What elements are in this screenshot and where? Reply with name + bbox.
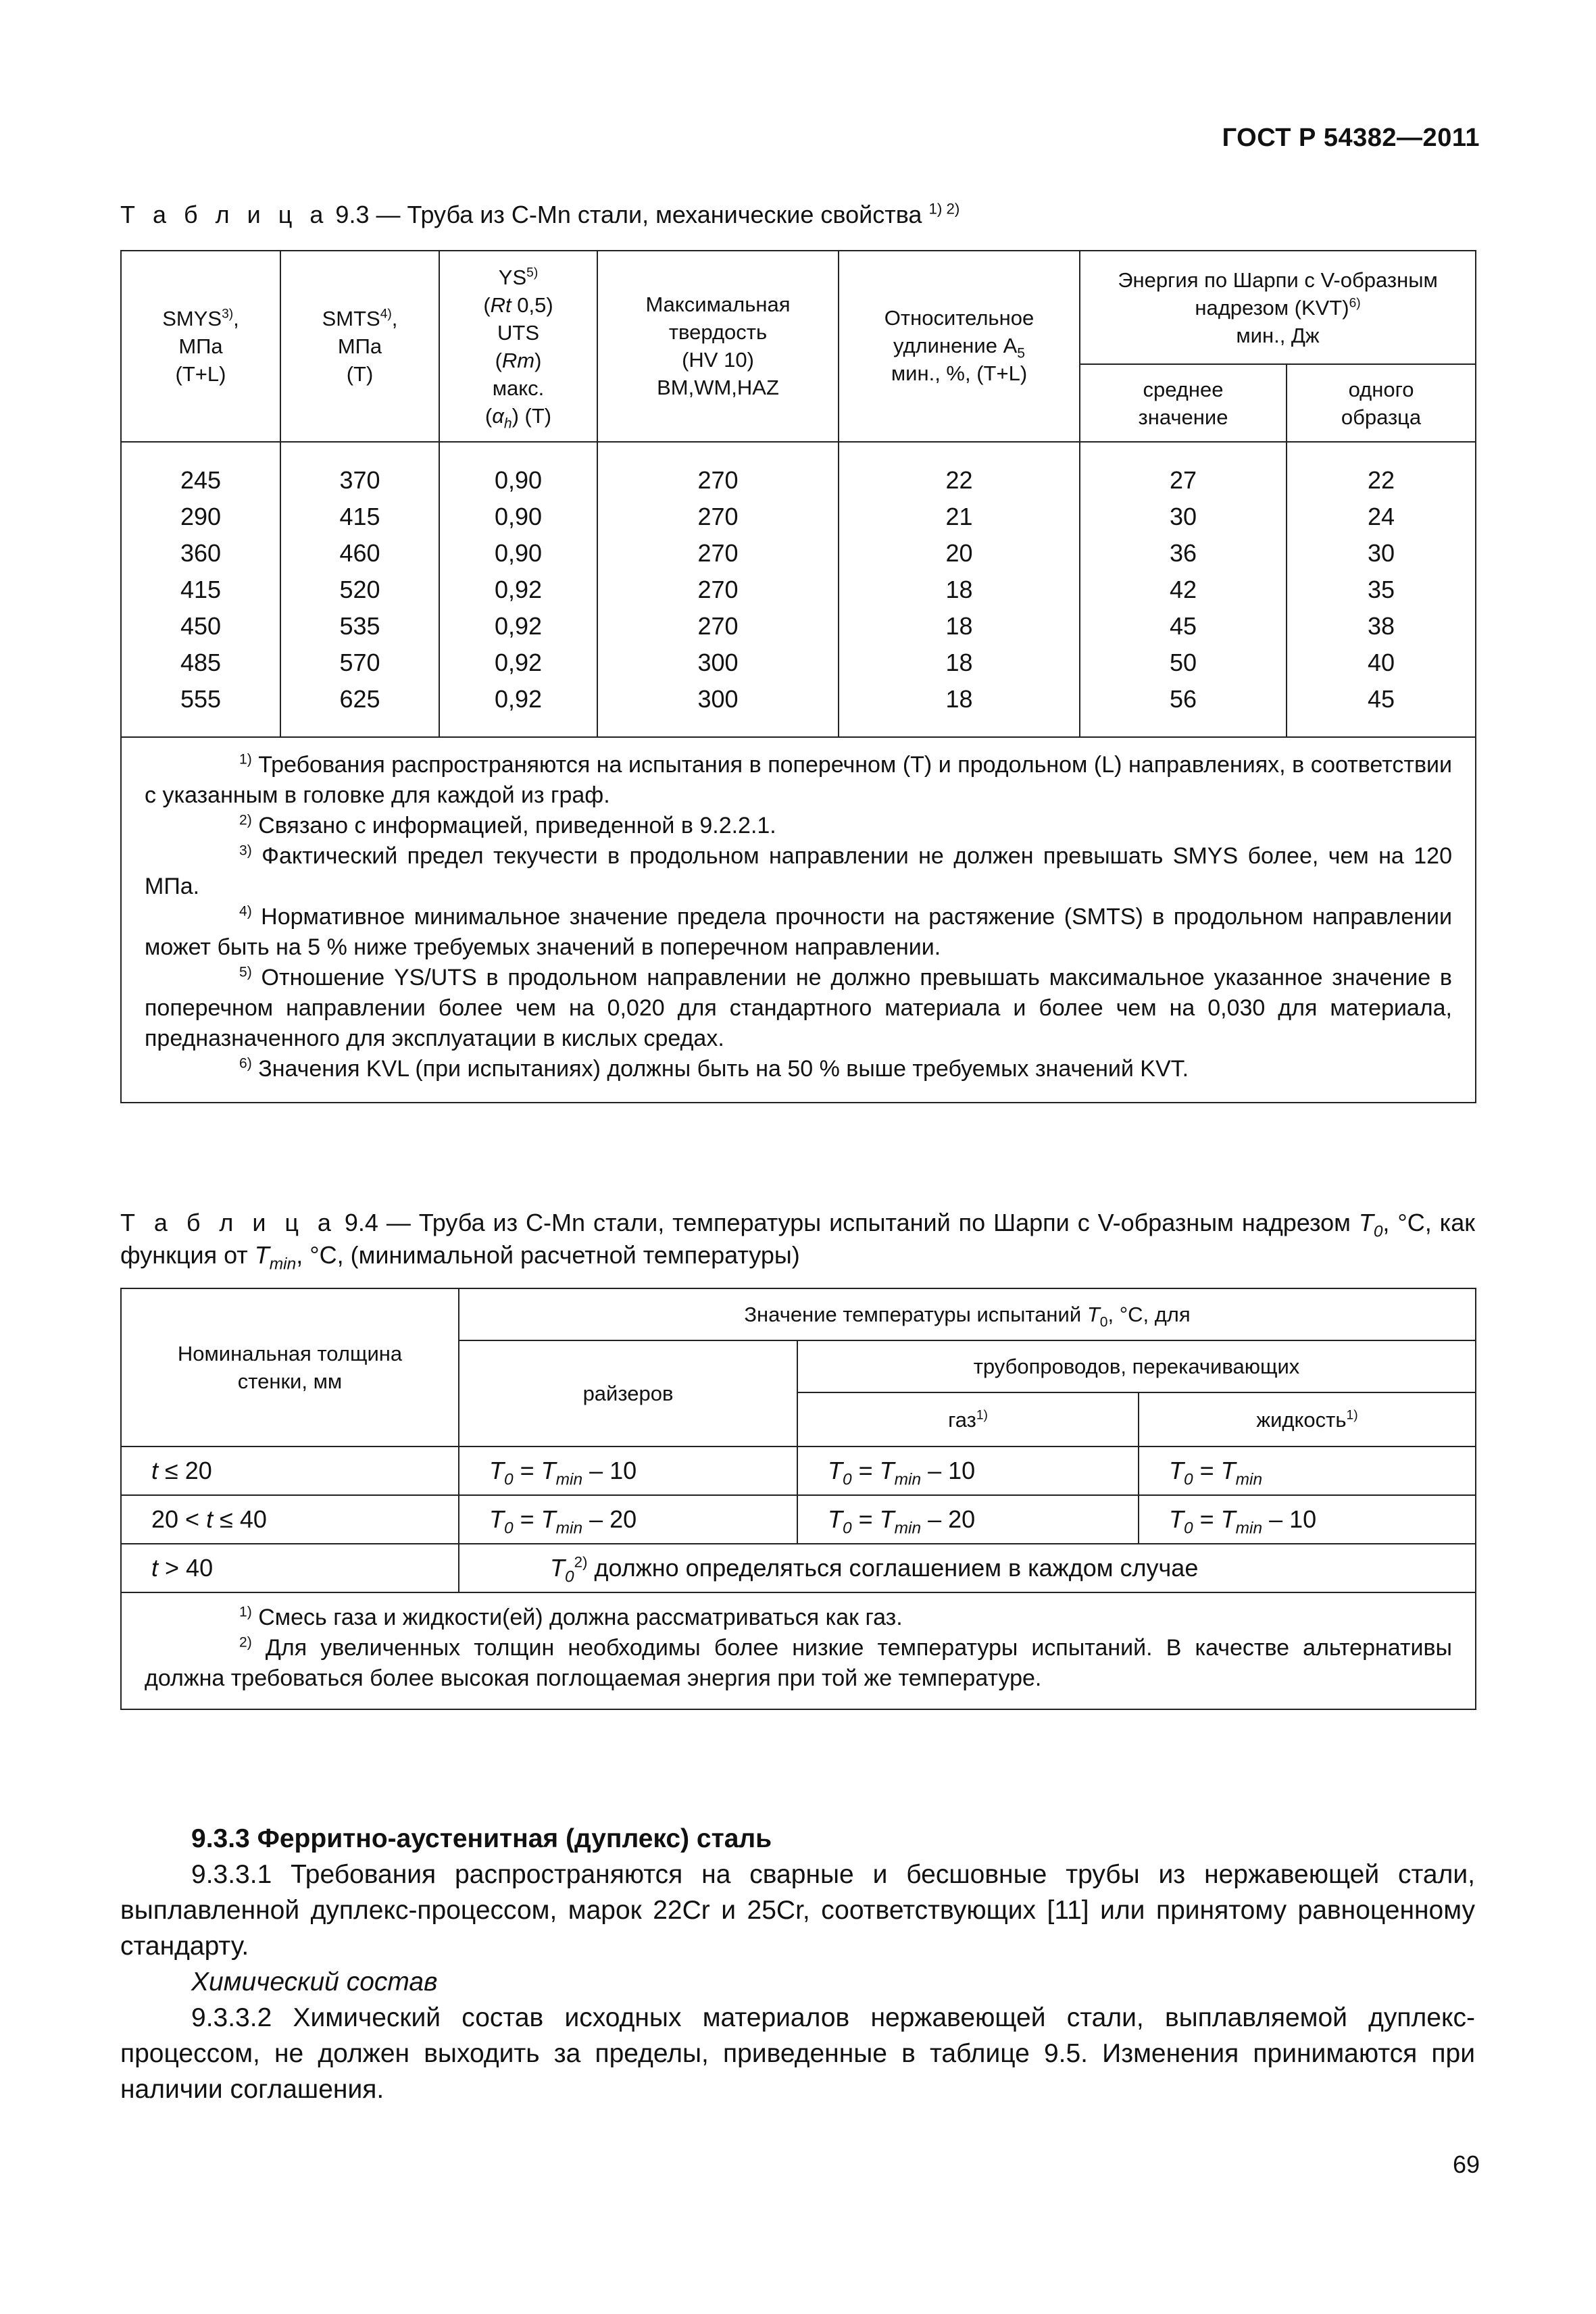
cell-value: 0,90 [494, 539, 543, 567]
cell-value: 35 [1367, 576, 1395, 603]
cell-value: 45 [1367, 685, 1395, 713]
table-9-4 [120, 1288, 1476, 1710]
column-elongation [839, 447, 1080, 737]
cell-value: 535 [339, 612, 380, 640]
cell-value: 40 [1367, 649, 1395, 676]
footnote: $^{2)}$ Связано с информацией, приведенной в 9.2.2.1. [239, 812, 776, 838]
subheading: Химический состав [191, 1967, 438, 1996]
cell-value: 270 [697, 503, 739, 530]
cell-value: 22 [1367, 466, 1395, 494]
cell-value: 0,92 [494, 649, 543, 676]
cell-value: 300 [697, 685, 739, 713]
cell-value: 555 [180, 685, 222, 713]
cell-value: 245 [180, 466, 222, 494]
header-charpy-energy: Энергия по Шарпи с V-образным надрезом (KVT)$^{6)}$ мин., Дж [1080, 251, 1476, 364]
cell-value: 20 [945, 539, 973, 567]
table-9-3 [120, 250, 1476, 1103]
cell-value: 625 [339, 685, 380, 713]
column-smts [280, 447, 439, 737]
section-9-3-3 [120, 1821, 1475, 2107]
cell-value: 38 [1367, 612, 1395, 640]
cell-value: 270 [697, 612, 739, 640]
page-number: 69 [1452, 2150, 1480, 2178]
cell-value: 18 [945, 576, 973, 603]
cell-value: 520 [339, 576, 380, 603]
header-test-temperature: Значение температуры испытаний $T_0$, °C, для [459, 1288, 1476, 1340]
paragraph: 9.3.3.2 Химический состав исходных материалов нержавеющей стали, выплавляемой дуплекс-процессом, не должен выходить за пределы, приведенные в таблице 9.5. Изменения принимаются при наличии соглашения. [120, 2003, 1475, 2104]
column-smys [121, 447, 280, 737]
header-ys-uts: YS$^{5)}$ (Rt 0,5) UTS (Rm) макс. $(\alpha_h)$ (T) [439, 251, 597, 442]
table-9-3-notes [121, 737, 1476, 1103]
header-liquid: жидкость$^{1)}$ [1139, 1392, 1476, 1447]
cell-value: 450 [180, 612, 222, 640]
caption-text: 9.3 — Труба из C-Mn стали, механические свойства [335, 201, 922, 228]
footnote: $^{2)}$ Для увеличенных толщин необходимы более низкие температуры испытаний. В качестве альтернативы должна требоваться более высокая поглощаемая энергия при той же температуре. [145, 1634, 1452, 1691]
cell-value: 415 [180, 576, 222, 603]
table-9-3-caption [120, 199, 959, 231]
header-gas: газ$^{1)}$ [797, 1392, 1139, 1447]
footnote: $^{3)}$ Фактический предел текучести в продольном направлении не должен превышать SMYS более, чем на 120 МПа. [145, 842, 1452, 899]
header-smts: SMTS$^{4)}$, МПа (T) [280, 251, 439, 442]
header-risers: райзеров [459, 1340, 797, 1447]
cell-value: 22 [945, 466, 973, 494]
header-pipelines: трубопроводов, перекачивающих [797, 1340, 1476, 1392]
section-heading: 9.3.3 Ферритно-аустенитная (дуплекс) сталь [191, 1824, 772, 1853]
footnote: $^{1)}$ Смесь газа и жидкости(ей) должна рассматриваться как газ. [239, 1604, 903, 1630]
cell-value: 27 [1169, 466, 1197, 494]
caption-label: Т а б л и ц а [120, 201, 329, 228]
cell-value: 485 [180, 649, 222, 676]
cell-value: 30 [1169, 503, 1197, 530]
table-row: t ≤ 20 $T_0 = T_{min} - 10$ $T_0 = T_{min} - 10$ $T_0 = T_{min}$ [121, 1447, 1476, 1495]
cell-value: 300 [697, 649, 739, 676]
cell-value: 18 [945, 685, 973, 713]
footnote: $^{5)}$ Отношение YS/UTS в продольном направлении не должно превышать максимальное указанное значение в поперечном направлении более чем на 0,020 для стандартного материала и более чем на 0,030 для материала, предназначенного для эксплуатации в кислых средах. [145, 964, 1452, 1051]
table-9-4-notes [121, 1592, 1476, 1709]
document-code: ГОСТ Р 54382—2011 [1222, 124, 1480, 152]
column-ys-uts [439, 447, 597, 737]
cell-value: 0,92 [494, 612, 543, 640]
cell-value: 30 [1367, 539, 1395, 567]
header-kv-single: одного образца [1287, 364, 1476, 442]
cell-value: 370 [339, 466, 380, 494]
cell-value: 18 [945, 612, 973, 640]
cell-value: 0,90 [494, 466, 543, 494]
header-wall-thickness: Номинальная толщина стенки, мм [121, 1288, 459, 1447]
cell-value: 45 [1169, 612, 1197, 640]
caption-refs: 1) 2) [928, 200, 960, 218]
header-elongation: Относительное удлинение $А_5$ мин., %, (T+L) [839, 251, 1080, 442]
cell-value: 42 [1169, 576, 1197, 603]
footnote: $^{1)}$ Требования распространяются на испытания в поперечном (T) и продольном (L) направлениях, в соответствии с указанным в головке для каждой из граф. [145, 751, 1452, 808]
table-row: t > 40 $T_0^{2)}$ должно определяться соглашением в каждом случае [121, 1544, 1476, 1592]
cell-value: 0,90 [494, 503, 543, 530]
table-9-4-caption: Т а б л и ц а 9.4 — Труба из C-Mn стали, температуры испытаний по Шарпи с V-образным надрезом $T_0$, °C, как функция от $T_{min}$, °C, (минимальной расчетной температуры) [120, 1209, 1475, 1274]
footnote: $^{6)}$ Значения KVL (при испытаниях) должны быть на 50 % выше требуемых значений KVT. [239, 1055, 1189, 1082]
cell-value: 0,92 [494, 576, 543, 603]
cell-value: 360 [180, 539, 222, 567]
column-hardness [597, 447, 839, 737]
cell-value: 21 [945, 503, 973, 530]
column-kv-average [1080, 447, 1287, 737]
cell-value: 36 [1169, 539, 1197, 567]
cell-value: 290 [180, 503, 222, 530]
cell-value: 18 [945, 649, 973, 676]
paragraph: 9.3.3.1 Требования распространяются на сварные и бесшовные трубы из нержавеющей стали, выплавленной дуплекс-процессом, марок 22Cr и 25Cr, соответствующих [11] или принятому равноценному стандарту. [120, 1860, 1475, 1961]
cell-value: 570 [339, 649, 380, 676]
cell-value: 56 [1169, 685, 1197, 713]
header-smys: SMYS$^{3)}$, МПа (T+L) [121, 251, 280, 442]
cell-value: 415 [339, 503, 380, 530]
header-hardness: Максимальная твердость (HV 10) BM,WM,HAZ [597, 251, 839, 442]
table-row: 20 < t ≤ 40 $T_0 = T_{min} - 20$ $T_0 = T_{min} - 20$ $T_0 = T_{min} - 10$ [121, 1495, 1476, 1544]
cell-value: 50 [1169, 649, 1197, 676]
cell-value: 270 [697, 539, 739, 567]
cell-value: 460 [339, 539, 380, 567]
header-kv-average: среднее значение [1080, 364, 1287, 442]
footnote: $^{4)}$ Нормативное минимальное значение предела прочности на растяжение (SMTS) в продольном направлении может быть на 5 % ниже требуемых значений в поперечном направлении. [145, 903, 1452, 960]
column-kv-single [1287, 447, 1476, 737]
cell-value: 0,92 [494, 685, 543, 713]
cell-value: 270 [697, 576, 739, 603]
cell-value: 270 [697, 466, 739, 494]
cell-value: 24 [1367, 503, 1395, 530]
